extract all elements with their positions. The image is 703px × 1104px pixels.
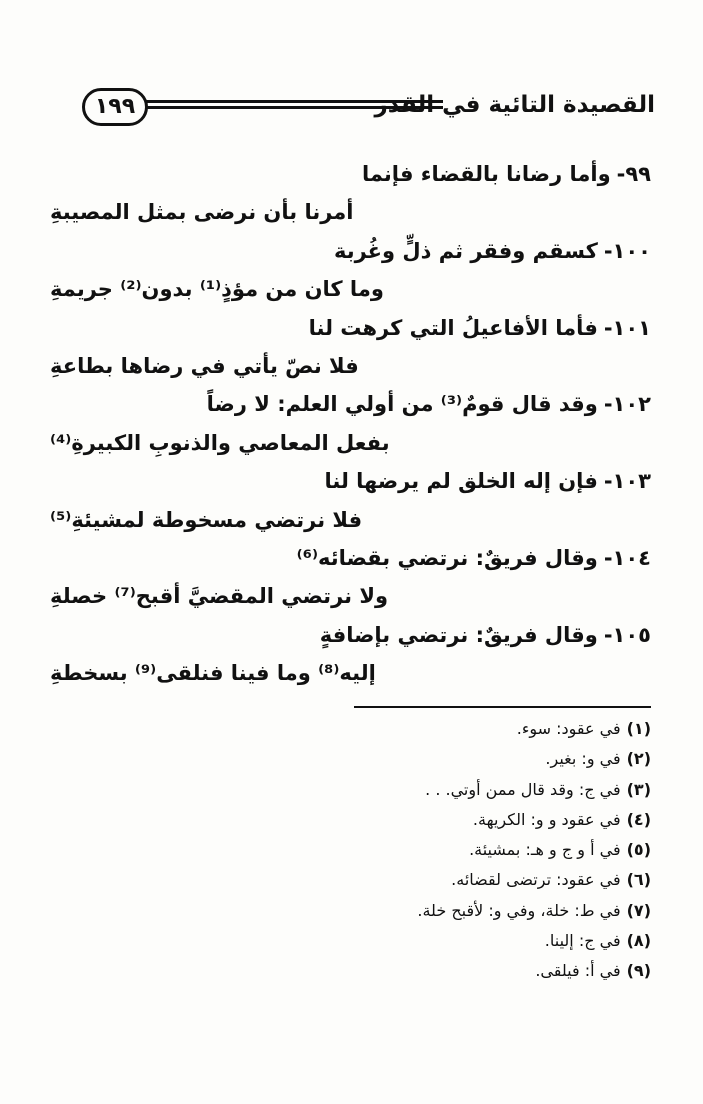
footnote-text: في ج: وقد قال ممن أوتي. . . [425, 779, 621, 799]
verse-text: كسقم وفقر ثم ذلٍّ وغُربة [334, 238, 598, 263]
footnote-text: في أ: فيلقى. [535, 961, 621, 981]
verse-second-hemistich: أمرنا بأن نرضى بمثل المصيبةِ [50, 200, 354, 225]
footnote-number: (٧) [626, 900, 651, 920]
verse-second-hemistich: إليه⁽⁸⁾ وما فينا فنلقى⁽⁹⁾ بسخطةِ [50, 661, 376, 686]
verse-second-hemistich: فلا نصّ يأتي في رضاها بطاعةِ [50, 353, 359, 378]
poem-verses [50, 155, 651, 692]
footnote-number: (٤) [626, 809, 651, 829]
footnote-text: في عقود و و: الكريهة. [472, 809, 621, 829]
verse-text: وأما رضانا بالقضاء فإنما [361, 162, 611, 186]
verse-first-hemistich [50, 232, 651, 270]
footnotes [60, 714, 651, 987]
footnote [60, 865, 651, 895]
book-title: القصيدة التائية في القدر [374, 92, 655, 118]
footnote-text: في أ و ج و هـ: بمشيئة. [469, 840, 621, 860]
verse-text: وقال فريقٌ: نرتضي بقضائه⁽⁶⁾ [296, 545, 598, 570]
verse-text: فإن إله الخلق لم يرضها لنا [324, 469, 598, 494]
footnote [60, 744, 651, 774]
verse-text: وقد قال قومٌ⁽³⁾ من أولي العلم: لا رضاً [206, 392, 598, 417]
verse-first-hemistich [50, 385, 651, 423]
footnote-separator [354, 706, 651, 708]
verse-first-hemistich [50, 155, 651, 193]
footnote-text: في عقود: ترتضى لقضائه. [451, 870, 621, 890]
verse-first-hemistich [50, 616, 651, 654]
verse-text: فأما الأفاعيلُ التي كرهت لنا [308, 315, 598, 340]
verse-second-hemistich: ولا نرتضي المقضيَّ أقبح⁽⁷⁾ خصلةِ [50, 584, 389, 609]
verse-number: ١٠٥- [603, 622, 651, 647]
footnote-number: (٢) [626, 749, 651, 769]
verse-first-hemistich [50, 309, 651, 347]
footnote [60, 835, 651, 865]
footnote-number: (٨) [626, 931, 651, 951]
verse-number: ١٠١- [603, 315, 651, 340]
footnote [60, 805, 651, 835]
footnote [60, 714, 651, 744]
verse-second-hemistich: بفعل المعاصي والذنوبِ الكبيرةِ⁽⁴⁾ [50, 430, 390, 455]
verse-number: ١٠٣- [603, 469, 651, 494]
footnote-number: (٥) [626, 840, 651, 860]
footnote [60, 926, 651, 956]
footnote-number: (١) [626, 719, 651, 738]
footnote-number: (٣) [626, 779, 651, 799]
footnote [60, 956, 651, 986]
verse-first-hemistich [50, 462, 651, 500]
verse-number: ٩٩- [616, 162, 651, 186]
footnote [60, 896, 651, 926]
verse-number: ١٠٤- [603, 545, 651, 570]
footnote-number: (٦) [626, 870, 651, 890]
footnote-text: في عقود: سوء. [516, 719, 621, 738]
footnote-number: (٩) [626, 961, 651, 981]
footnote-text: في ج: إلينا. [544, 931, 621, 951]
footnote [60, 775, 651, 805]
page-number: ١٩٩ [82, 88, 148, 126]
verse-number: ١٠٠- [603, 238, 651, 263]
running-header [82, 88, 655, 132]
verse-second-hemistich: وما كان من مؤذٍ⁽¹⁾ بدون⁽²⁾ جريمةِ [50, 277, 384, 302]
verse-first-hemistich [50, 539, 651, 577]
verse-text: وقال فريقٌ: نرتضي بإضافةٍ [319, 622, 598, 647]
verse-second-hemistich: فلا نرتضي مسخوطة لمشيئةِ⁽⁵⁾ [50, 507, 363, 532]
header-rule [144, 100, 443, 109]
footnote-text: في ط: خلة، وفي و: لأقبح خلة. [417, 900, 621, 920]
footnote-text: في و: بغير. [545, 749, 621, 769]
verse-number: ١٠٢- [603, 392, 651, 417]
